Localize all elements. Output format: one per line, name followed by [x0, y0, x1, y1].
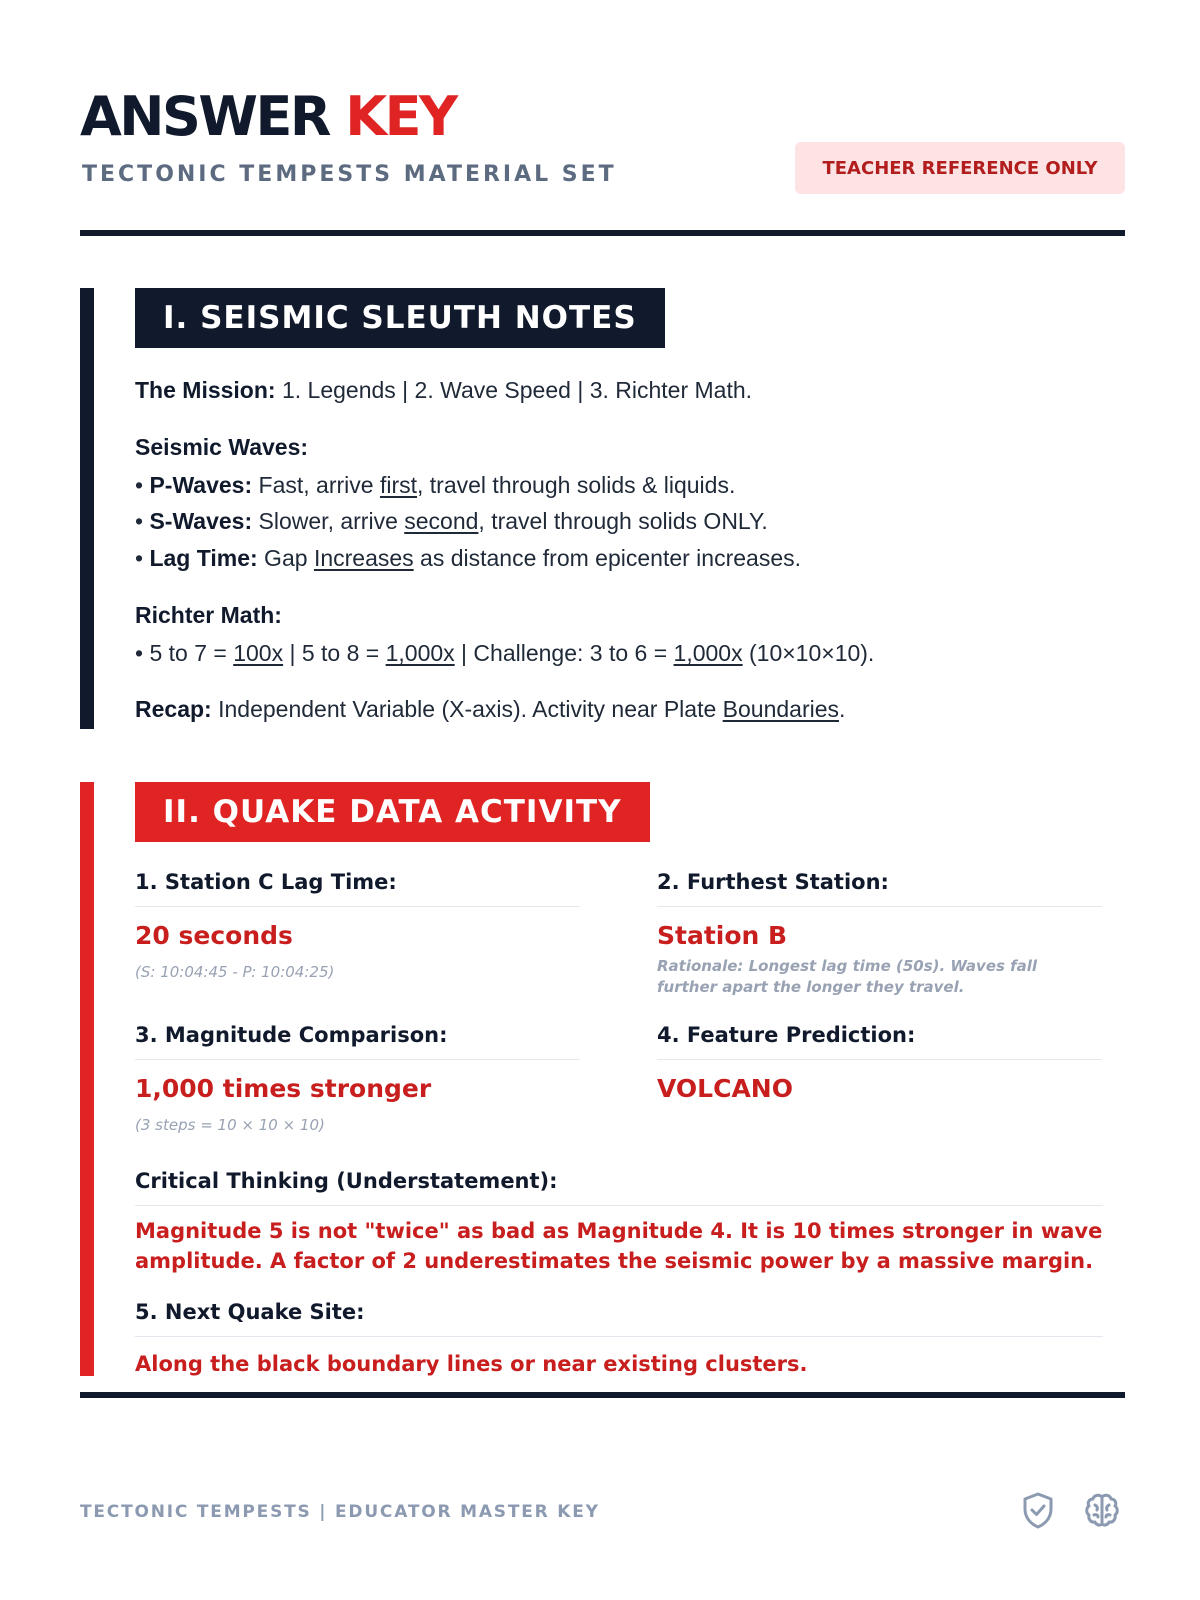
answer-value: Station B	[657, 921, 788, 950]
recap-text-end: .	[839, 696, 846, 722]
critical-text-b: in wave amplitude. A factor of 2 underestimates the seismic power by a massive margin.	[135, 1219, 1103, 1273]
footer-text: TECTONIC TEMPESTS | EDUCATOR MASTER KEY	[80, 1502, 600, 1522]
page-title	[80, 86, 1125, 148]
critical-emphasis: 10 times stronger	[792, 1219, 1005, 1243]
mission-line	[135, 377, 752, 404]
question-label: 5. Next Quake Site:	[135, 1300, 1103, 1337]
richter-heading-text: Richter Math:	[135, 602, 282, 628]
mission-text: 1. Legends | 2. Wave Speed | 3. Richter Math.	[275, 377, 753, 403]
p-waves-text: Fast, arrive	[252, 472, 380, 498]
s-waves-bullet: • S-Waves: Slower, arrive second, travel through solids ONLY.	[135, 508, 768, 534]
question-label: 2. Furthest Station:	[657, 870, 1102, 907]
richter-value-3: 1,000x	[673, 640, 743, 666]
lag-time-label: Lag Time:	[149, 545, 258, 571]
seismic-waves-heading-text: Seismic Waves:	[135, 434, 309, 460]
richter-heading	[135, 602, 282, 629]
p-waves-label: P-Waves:	[149, 472, 253, 498]
p-waves-text-end: , travel through solids & liquids.	[417, 472, 736, 498]
page-subtitle: TECTONIC TEMPESTS MATERIAL SET	[82, 162, 617, 187]
critical-text-a: Magnitude 5 is not "twice" as bad as Magnitude 4. It is	[135, 1219, 793, 1243]
header	[80, 86, 1125, 246]
richter-text-a: 5 to 7 =	[149, 640, 234, 666]
recap-emphasis: Boundaries	[722, 696, 840, 722]
s-waves-label: S-Waves:	[149, 508, 253, 534]
lag-time-bullet: • Lag Time: Gap Increases as distance from epicenter increases.	[135, 545, 802, 571]
title-main: ANSWER	[80, 85, 329, 148]
answer-value: VOLCANO	[657, 1074, 793, 1103]
seismic-waves-heading	[135, 434, 308, 461]
header-divider	[80, 230, 1125, 236]
answer-value: 20 seconds	[135, 921, 293, 950]
answer-value: 1,000 times stronger	[135, 1074, 432, 1103]
question-4	[657, 1023, 1102, 1103]
critical-thinking-answer	[135, 1216, 1103, 1276]
question-label: 3. Magnitude Comparison:	[135, 1023, 580, 1060]
s-waves-emphasis: second	[404, 508, 479, 534]
lag-time-text-end: as distance from epicenter increases.	[413, 545, 802, 571]
answer-note: (S: 10:04:45 - P: 10:04:25)	[135, 963, 335, 981]
richter-text-d: (10×10×10).	[742, 640, 875, 666]
question-label: Critical Thinking (Understatement):	[135, 1169, 1103, 1206]
teacher-reference-badge: TEACHER REFERENCE ONLY	[795, 142, 1125, 194]
recap-line	[135, 696, 845, 723]
recap-label: Recap:	[135, 696, 212, 722]
mission-label: The Mission:	[135, 377, 276, 403]
title-accent: KEY	[345, 85, 456, 148]
recap-text: Independent Variable (X-axis). Activity near Plate	[211, 696, 723, 722]
lag-time-text: Gap	[257, 545, 314, 571]
question-label: 1. Station C Lag Time:	[135, 870, 580, 907]
question-label: 4. Feature Prediction:	[657, 1023, 1102, 1060]
section-accent-bar	[80, 782, 94, 1376]
p-waves-emphasis: first	[379, 472, 418, 498]
s-waves-text-end: , travel through solids ONLY.	[478, 508, 768, 534]
footer-divider	[80, 1392, 1125, 1398]
section-title-seismic-notes: I. SEISMIC SLEUTH NOTES	[135, 288, 665, 348]
answer-note: (3 steps = 10 × 10 × 10)	[135, 1116, 325, 1134]
question-1	[135, 870, 580, 983]
question-3	[135, 1023, 580, 1136]
brain-icon	[1082, 1490, 1122, 1530]
question-5	[135, 1300, 1103, 1379]
quake-data-section	[80, 782, 1125, 1376]
answer-value: Along the black boundary lines or near existing clusters.	[135, 1352, 808, 1376]
question-2	[657, 870, 1102, 998]
shield-check-icon	[1018, 1490, 1058, 1530]
answer-note: Rationale: Longest lag time (50s). Waves fall further apart the longer they travel.	[657, 957, 1038, 996]
richter-value-2: 1,000x	[385, 640, 455, 666]
seismic-notes-section	[80, 288, 1125, 729]
p-waves-bullet: • P-Waves: Fast, arrive first, travel through solids & liquids.	[135, 472, 736, 498]
richter-bullet: • 5 to 7 = 100x | 5 to 8 = 1,000x | Challenge: 3 to 6 = 1,000x (10×10×10).	[135, 640, 875, 666]
lag-time-emphasis: Increases	[313, 545, 414, 571]
richter-value-1: 100x	[233, 640, 284, 666]
critical-thinking	[135, 1169, 1103, 1276]
section-title-quake-data: II. QUAKE DATA ACTIVITY	[135, 782, 650, 842]
richter-text-b: | 5 to 8 =	[283, 640, 386, 666]
section-accent-bar	[80, 288, 94, 729]
richter-text-c: | Challenge: 3 to 6 =	[454, 640, 674, 666]
s-waves-text: Slower, arrive	[252, 508, 405, 534]
